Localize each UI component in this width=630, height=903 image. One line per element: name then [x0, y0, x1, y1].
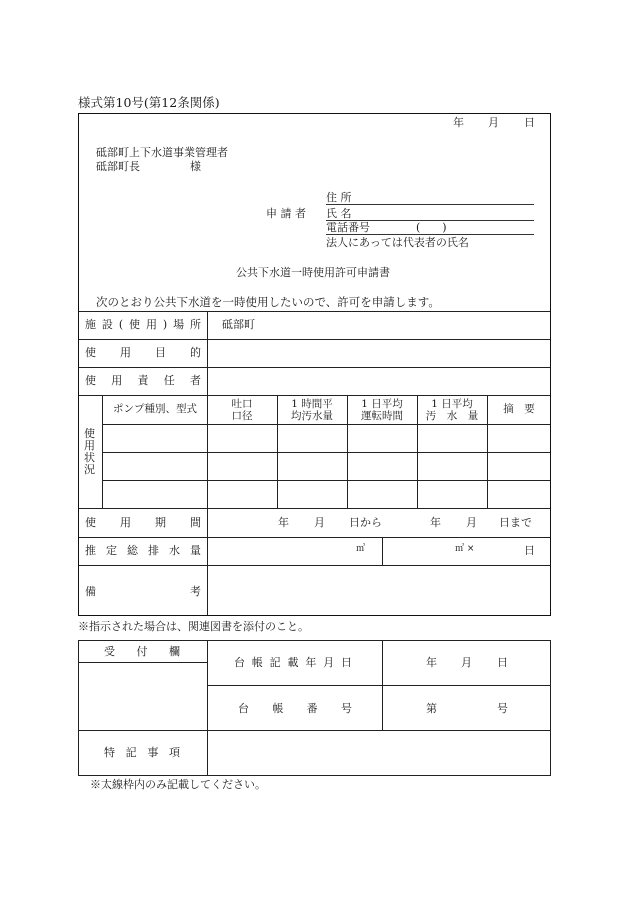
period-end-year: 年 [430, 516, 441, 529]
row-divider [79, 537, 550, 538]
applicant-phone-line[interactable] [326, 234, 534, 235]
facility-label: 施設(使用)場所 [85, 318, 201, 331]
footer-note: ※太線枠内のみ記載してください。 [90, 778, 266, 791]
row-divider [102, 452, 550, 453]
period-start-day: 日から [349, 516, 382, 529]
responsible-label: 使用責任者 [85, 374, 201, 387]
ledger-date-year: 年 [426, 656, 437, 669]
row-divider [79, 662, 207, 663]
ledger-date-day: 日 [497, 656, 508, 669]
col-divider [207, 508, 208, 615]
purpose-label: 使用目的 [85, 346, 201, 359]
row-divider [207, 685, 550, 686]
form-title: 公共下水道一時使用許可申請書 [236, 266, 390, 279]
attach-note: ※指示された場合は、関連図書を添付のこと。 [78, 620, 309, 633]
form-number: 様式第10号(第12条関係) [78, 95, 220, 110]
row-divider [79, 395, 550, 396]
addressee-line2: 砥部町長 [96, 160, 140, 173]
drainage-label: 推定総排水量 [85, 544, 201, 557]
row-divider [79, 565, 550, 566]
application-form-box [78, 113, 551, 616]
col-divider [382, 537, 383, 565]
addressee-honorific: 様 [190, 160, 201, 173]
header-summary: 摘 要 [503, 403, 535, 415]
ledger-date-month: 月 [461, 656, 472, 669]
applicant-phone-paren: ( ) [416, 221, 447, 234]
header-hourly: 1 時間平 均汚水量 [291, 398, 333, 422]
row-divider [79, 730, 550, 731]
ledger-date-label: 台帳記載年月日 [234, 656, 352, 669]
applicant-phone-label: 電話番号 [326, 221, 370, 234]
row-divider [79, 339, 550, 340]
period-end-day: 日まで [499, 516, 532, 529]
col-divider [102, 395, 103, 508]
applicant-address-line[interactable] [326, 204, 534, 205]
row-divider [79, 311, 550, 312]
addressee-line1: 砥部町上下水道事業管理者 [96, 146, 228, 159]
ledger-number-prefix: 第 [426, 702, 437, 715]
ledger-number-suffix: 号 [497, 702, 508, 715]
col-divider [382, 640, 383, 730]
row-divider [79, 367, 550, 368]
period-end-month: 月 [466, 516, 477, 529]
drainage-days: 日 [524, 544, 535, 557]
period-start-year: 年 [278, 516, 289, 529]
header-outlet: 吐口 口径 [231, 398, 253, 422]
intro-text: 次のとおり公共下水道を一時使用したいので、許可を申請します。 [96, 295, 440, 309]
special-notes-label: 特記事項 [104, 746, 180, 759]
applicant-label: 申 請 者 [266, 207, 306, 220]
date-day-label: 日 [524, 116, 535, 129]
drainage-unit-total: ㎥ [356, 544, 366, 554]
col-divider [207, 640, 208, 775]
date-month-label: 月 [488, 116, 499, 129]
applicant-address-label: 住 所 [326, 191, 352, 204]
row-divider [79, 508, 550, 509]
drainage-unit-daily: ㎥ × [455, 544, 475, 554]
row-divider [102, 480, 550, 481]
header-pump: ポンプ種別、型式 [113, 403, 197, 415]
applicant-corporate-note: 法人にあっては代表者の氏名 [326, 236, 469, 249]
row-divider [102, 424, 550, 425]
usage-status-label: 使用状況 [84, 427, 95, 476]
col-divider [207, 311, 208, 395]
period-label: 使用期間 [85, 516, 201, 529]
date-year-label: 年 [453, 116, 464, 129]
reception-label: 受付欄 [104, 645, 180, 658]
remarks-label: 備考 [85, 585, 201, 598]
applicant-name-label: 氏 名 [326, 207, 352, 220]
facility-value[interactable]: 砥部町 [222, 318, 255, 331]
ledger-number-label: 台帳番号 [238, 702, 352, 715]
period-start-month: 月 [314, 516, 325, 529]
header-daily-volume: 1 日平均 汚 水 量 [425, 398, 479, 422]
header-daily-hours: 1 日平均 運転時間 [361, 398, 403, 422]
